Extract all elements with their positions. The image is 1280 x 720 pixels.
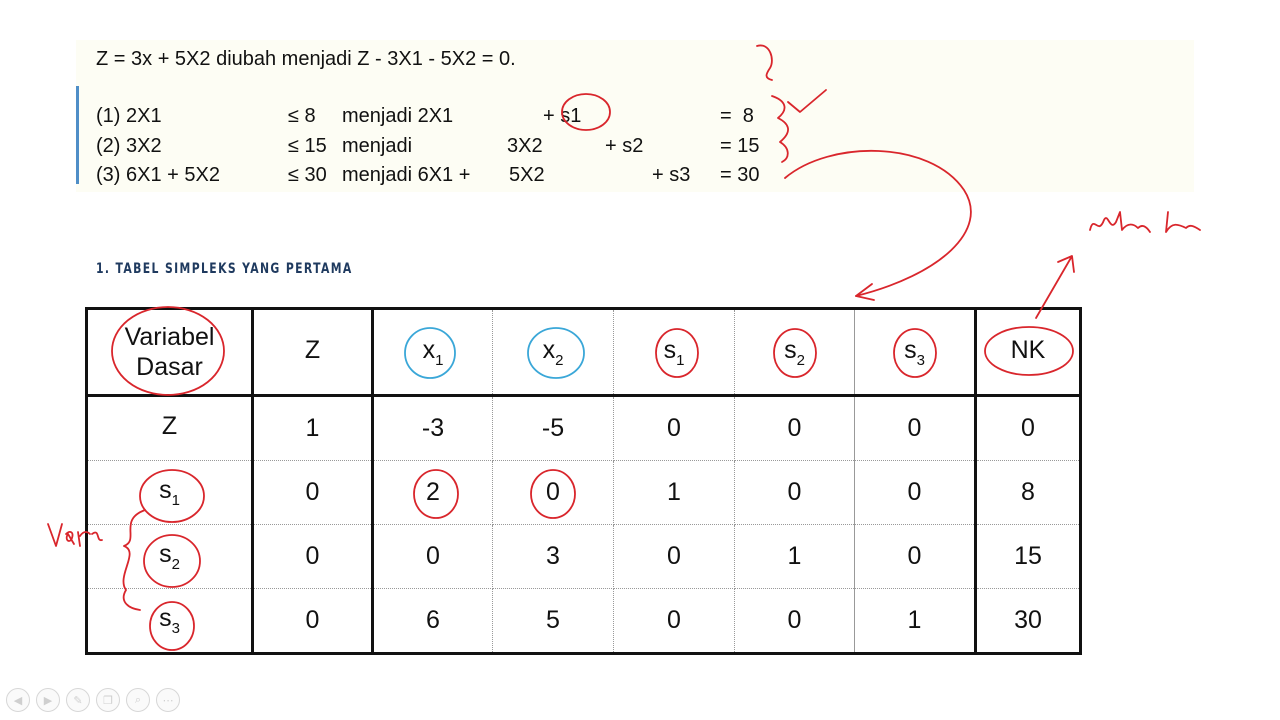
header-col-s3: $s_3$ xyxy=(855,309,976,396)
header-col-x1: $x_1$ xyxy=(373,309,493,396)
more-icon[interactable]: ⋯ xyxy=(156,688,180,712)
header-basic-variable xyxy=(87,309,253,396)
table-cell: 1 xyxy=(855,589,976,654)
table-cell: 0 xyxy=(735,396,855,461)
header-label-line1: Variabel xyxy=(124,323,215,351)
table-cell: 1 xyxy=(614,461,735,525)
table-cell: 0 xyxy=(493,461,614,525)
table-cell: 0 xyxy=(735,461,855,525)
constraint-2-rhs: = 15 xyxy=(720,135,760,157)
header-col-s1: $s_1$ xyxy=(614,309,735,396)
table-row xyxy=(87,396,1081,461)
constraint-3-label: (3) 6X1 + 5X2 xyxy=(96,164,220,186)
table-cell: 6 xyxy=(373,589,493,654)
pen-icon[interactable]: ✎ xyxy=(66,688,90,712)
table-cell: 5 xyxy=(493,589,614,654)
header-col-x2: $x_2$ xyxy=(493,309,614,396)
constraint-3-becomes: menjadi 6X1 + xyxy=(342,164,471,186)
equation-accent-bar xyxy=(76,86,79,184)
table-cell: 0 xyxy=(976,396,1081,461)
table-cell: 15 xyxy=(976,525,1081,589)
constraint-3-ineq: ≤ 30 xyxy=(288,164,327,186)
play-icon[interactable]: ▶ xyxy=(36,688,60,712)
table-cell: 0 xyxy=(614,396,735,461)
annotation-note-scribble xyxy=(1090,212,1200,232)
table-cell: 0 xyxy=(614,525,735,589)
constraint-1-rhs: = 8 xyxy=(720,105,754,127)
annotation-arrowhead xyxy=(856,284,874,300)
simplex-table xyxy=(85,307,1082,655)
header-col-nk: NK xyxy=(976,309,1081,396)
table-cell: -3 xyxy=(373,396,493,461)
constraint-1-slack: + s1 xyxy=(543,105,582,127)
table-cell: 3 xyxy=(493,525,614,589)
constraint-2-ineq: ≤ 15 xyxy=(288,135,327,157)
header-label-line2: Dasar xyxy=(136,353,203,381)
table-row xyxy=(87,525,1081,589)
constraint-3-term: 5X2 xyxy=(509,164,545,186)
copy-icon[interactable]: ❐ xyxy=(96,688,120,712)
table-cell: 0 xyxy=(614,589,735,654)
header-col-s2: $s_2$ xyxy=(735,309,855,396)
constraint-1-label: (1) 2X1 xyxy=(96,105,162,127)
table-cell: 0 xyxy=(253,525,373,589)
constraint-3-slack: + s3 xyxy=(652,164,691,186)
zoom-icon[interactable]: ⌕ xyxy=(126,688,150,712)
table-cell: 0 xyxy=(373,525,493,589)
constraint-2-term: 3X2 xyxy=(507,135,543,157)
constraint-2-label: (2) 3X2 xyxy=(96,135,162,157)
constraint-2-becomes: menjadi xyxy=(342,135,413,157)
section-title: 1. TABEL SIMPLEKS YANG PERTAMA xyxy=(96,261,353,277)
arrow-left-icon[interactable]: ◀ xyxy=(6,688,30,712)
row-variable: $s_3$ xyxy=(87,589,253,654)
row-variable: $s_2$ xyxy=(87,525,253,589)
table-cell: 2 xyxy=(373,461,493,525)
table-cell: 30 xyxy=(976,589,1081,654)
table-cell: 0 xyxy=(855,396,976,461)
table-cell: -5 xyxy=(493,396,614,461)
table-cell: 8 xyxy=(976,461,1081,525)
constraint-1-ineq: ≤ 8 xyxy=(288,105,316,127)
row-variable: Z xyxy=(87,396,253,461)
table-cell: 0 xyxy=(253,461,373,525)
table-header-row xyxy=(87,309,1081,396)
table-row xyxy=(87,461,1081,525)
objective-equation: Z = 3x + 5X2 diubah menjadi Z - 3X1 - 5X2 = 0. xyxy=(96,48,516,70)
table-cell: 0 xyxy=(855,525,976,589)
header-col-z: Z xyxy=(253,309,373,396)
row-variable: $s_1$ xyxy=(87,461,253,525)
table-cell: 1 xyxy=(253,396,373,461)
constraint-3-rhs: = 30 xyxy=(720,164,760,186)
table-cell: 1 xyxy=(735,525,855,589)
table-row xyxy=(87,589,1081,654)
constraint-2-slack: + s2 xyxy=(605,135,644,157)
table-cell: 0 xyxy=(735,589,855,654)
slide-toolbar xyxy=(6,688,180,712)
table-cell: 0 xyxy=(855,461,976,525)
constraint-1-becomes: menjadi 2X1 xyxy=(342,105,454,127)
table-cell: 0 xyxy=(253,589,373,654)
